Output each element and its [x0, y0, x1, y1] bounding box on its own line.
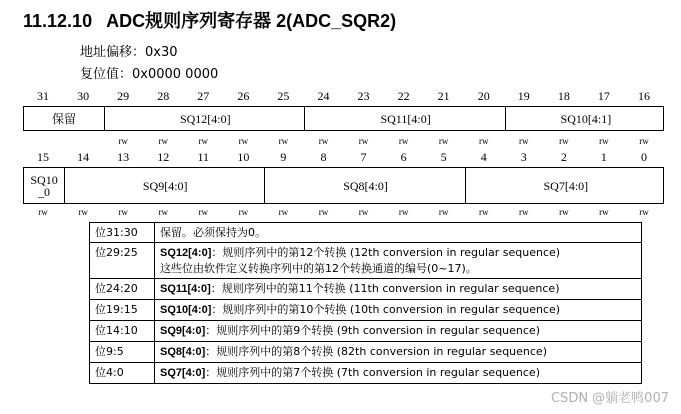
field-name: SQ9[4:0]	[160, 325, 206, 337]
bit-description-table	[89, 222, 642, 384]
bit-number: 9	[280, 150, 287, 164]
field-name: SQ10[4:0]	[160, 304, 212, 316]
access-label: rw	[118, 136, 128, 146]
access-label: rw	[318, 207, 329, 217]
bit-number: 5	[440, 150, 447, 164]
upper-bit-numbers	[23, 89, 664, 105]
bit-number: 24	[317, 89, 330, 103]
lower-bit-numbers	[23, 150, 664, 166]
field-text: ：规则序列中的第10个转换 (10th conversion in regular sequence)	[211, 303, 561, 316]
access-label: rw	[238, 136, 249, 146]
field-text: ：规则序列中的第11个转换 (11th conversion in regular sequence)	[210, 282, 560, 295]
field-text: ：规则序列中的第9个转换 (9th conversion in regular sequence)	[205, 324, 540, 337]
access-label: rw	[639, 207, 649, 217]
bit-number: 8	[320, 150, 327, 164]
access-label: rw	[358, 136, 369, 146]
bit-range: 位31:30	[90, 223, 155, 243]
register-field: SQ10 _0	[30, 172, 58, 199]
bit-number: 7	[360, 150, 367, 164]
bit-description	[155, 342, 642, 363]
register-field: SQ7[4:0]	[465, 168, 666, 203]
table-row	[90, 243, 642, 279]
access-label: rw	[38, 207, 48, 217]
bit-description	[155, 223, 642, 243]
bit-number: 22	[397, 89, 410, 103]
table-row	[90, 342, 642, 363]
bit-number: 13	[117, 150, 130, 164]
access-label: rw	[478, 207, 489, 217]
field-text: ：规则序列中的第12个转换 (12th conversion in regular sequence)	[211, 246, 561, 259]
access-label: rw	[639, 136, 649, 146]
bit-number: 19	[517, 89, 530, 103]
register-lower-half	[23, 167, 664, 204]
table-row	[90, 321, 642, 342]
section-title	[23, 7, 396, 33]
field-detail: 这些位由软件定义转换序列中的第12个转换通道的编号(0~17)。	[160, 262, 477, 275]
access-label: rw	[438, 207, 449, 217]
access-label: rw	[398, 207, 409, 217]
bit-number: 26	[237, 89, 250, 103]
bit-range: 位19:15	[90, 300, 155, 321]
upper-access-row	[23, 136, 664, 148]
access-label: rw	[198, 207, 209, 217]
field-text: 保留。必须保持为0。	[160, 226, 266, 239]
register-field: SQ9[4:0]	[64, 168, 265, 203]
access-label: rw	[278, 136, 289, 146]
bit-range: 位24:20	[90, 279, 155, 300]
bit-range: 位4:0	[90, 363, 155, 384]
bit-description	[155, 279, 642, 300]
access-label: rw	[118, 207, 128, 217]
table-row	[90, 363, 642, 384]
bit-number: 30	[77, 89, 90, 103]
bit-number: 11	[197, 150, 210, 164]
bit-number: 2	[560, 150, 567, 164]
register-field: SQ11[4:0]	[304, 107, 505, 130]
bit-description	[155, 300, 642, 321]
access-label: rw	[599, 136, 609, 146]
register-field: SQ12[4:0]	[104, 107, 305, 130]
bit-range: 位29:25	[90, 243, 155, 279]
access-label: rw	[599, 207, 609, 217]
field-name: SQ12[4:0]	[160, 247, 212, 259]
access-label: rw	[559, 207, 569, 217]
bit-number: 3	[520, 150, 527, 164]
bit-number: 23	[357, 89, 370, 103]
access-label: rw	[78, 207, 88, 217]
bit-description	[155, 243, 642, 279]
bit-number: 18	[557, 89, 570, 103]
access-label: rw	[478, 136, 489, 146]
bit-number: 27	[197, 89, 210, 103]
address-offset: 地址偏移：0x30	[80, 45, 178, 60]
lower-access-row	[23, 207, 664, 219]
bit-number: 17	[597, 89, 610, 103]
section-name: ADC规则序列寄存器 2(ADC_SQR2)	[106, 11, 397, 31]
bit-range: 位9:5	[90, 342, 155, 363]
bit-number: 12	[157, 150, 170, 164]
access-label: rw	[519, 207, 529, 217]
bit-description	[155, 321, 642, 342]
field-name: SQ11[4:0]	[160, 283, 211, 295]
access-label: rw	[438, 136, 449, 146]
bit-number: 29	[117, 89, 130, 103]
access-label: rw	[519, 136, 529, 146]
access-label: rw	[398, 136, 409, 146]
table-row	[90, 223, 642, 243]
table-row	[90, 300, 642, 321]
bit-number: 25	[277, 89, 290, 103]
register-upper-half	[23, 106, 664, 131]
register-field: 保留	[52, 111, 77, 126]
table-row	[90, 279, 642, 300]
bit-number: 1	[600, 150, 607, 164]
bit-number: 21	[437, 89, 450, 103]
bit-number: 28	[157, 89, 170, 103]
access-label: rw	[238, 207, 249, 217]
bit-number: 4	[480, 150, 487, 164]
bit-number: 31	[37, 89, 50, 103]
register-field: SQ10[4:1]	[505, 107, 666, 130]
bit-description	[155, 363, 642, 384]
bit-range: 位14:10	[90, 321, 155, 342]
bit-number: 0	[640, 150, 647, 164]
register-field: SQ8[4:0]	[264, 168, 465, 203]
watermark: CSDN @躺老鸭007	[550, 391, 669, 406]
bit-number: 15	[37, 150, 50, 164]
bit-number: 14	[77, 150, 90, 164]
access-label: rw	[198, 136, 209, 146]
bit-number: 6	[400, 150, 407, 164]
access-label: rw	[158, 207, 168, 217]
access-label: rw	[278, 207, 289, 217]
field-text: ：规则序列中的第7个转换 (7th conversion in regular sequence)	[205, 366, 540, 379]
access-label: rw	[158, 136, 168, 146]
access-label: rw	[559, 136, 569, 146]
field-text: ：规则序列中的第8个转换 (82th conversion in regular sequence)	[205, 345, 547, 358]
section-number: 11.12.10	[23, 11, 93, 31]
reset-value: 复位值：0x0000 0000	[80, 67, 219, 82]
field-name: SQ8[4:0]	[160, 346, 206, 358]
access-label: rw	[358, 207, 369, 217]
field-name: SQ7[4:0]	[160, 367, 206, 379]
bit-number: 20	[477, 89, 490, 103]
bit-number: 16	[637, 89, 650, 103]
bit-number: 10	[237, 150, 250, 164]
access-label: rw	[318, 136, 329, 146]
